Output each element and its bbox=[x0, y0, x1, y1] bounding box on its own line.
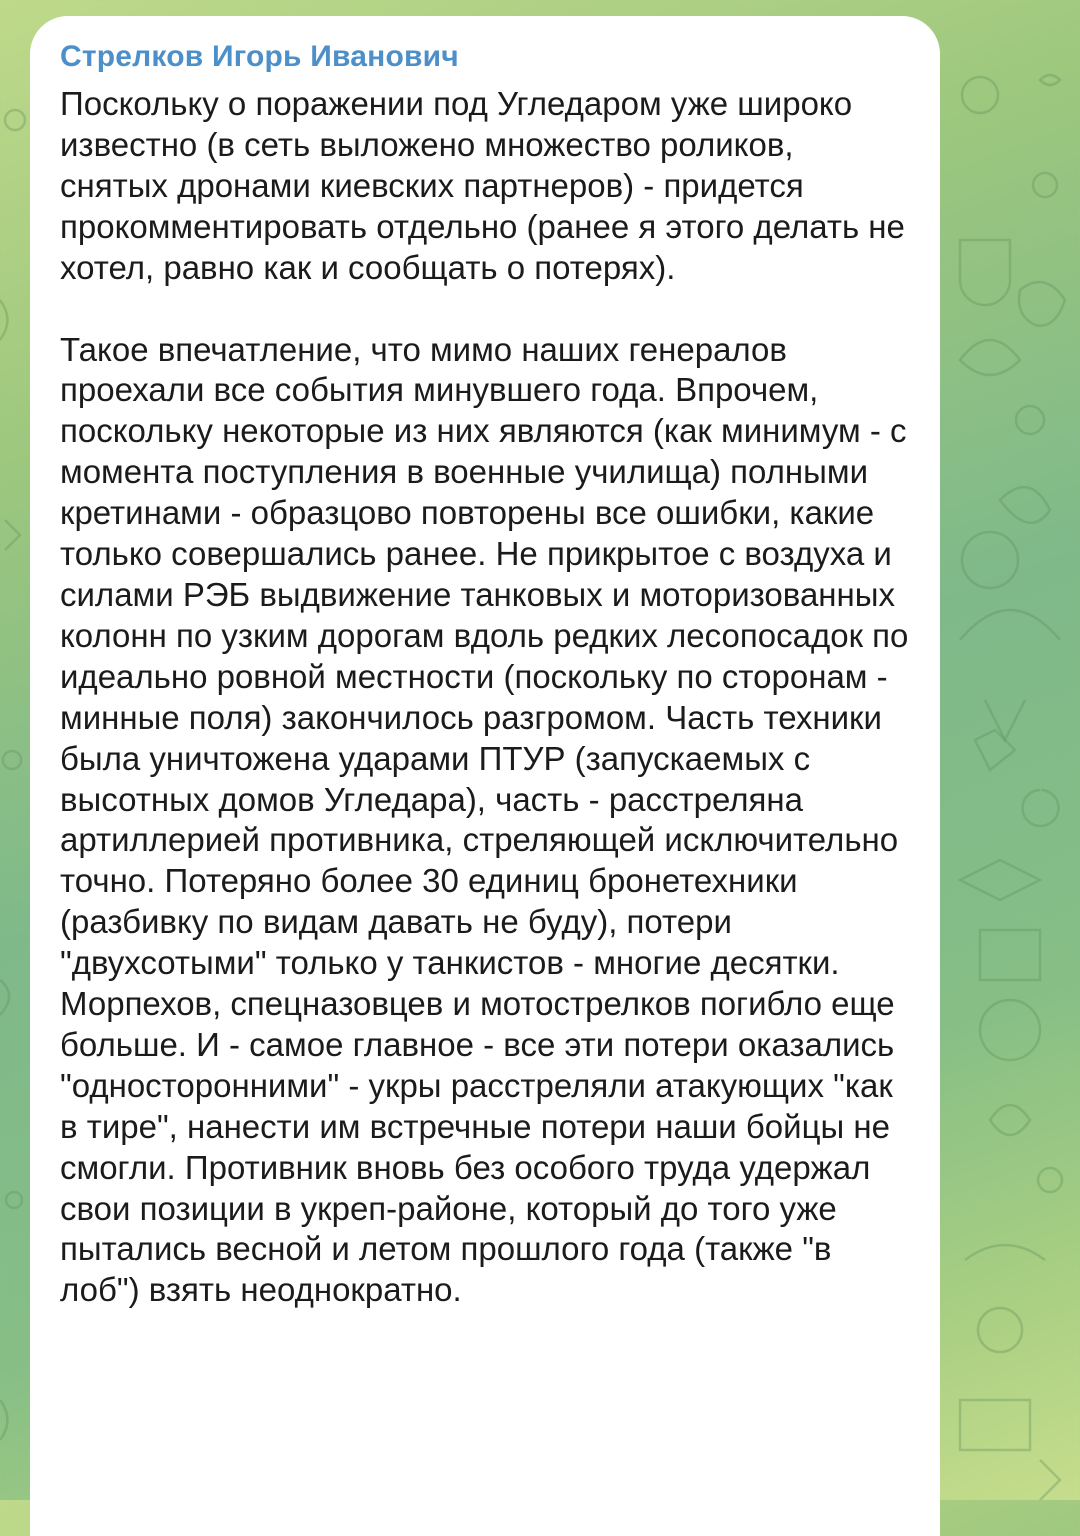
sender-name[interactable]: Стрелков Игорь Иванович bbox=[60, 40, 459, 73]
message-paragraph-2: Такое впечатление, что мимо наших генералов проехали все события минувшего года. Впрочем, поскольку некоторые из них являются (как минимум - с момента поступления в военные училища) полными кретинами - образцово повторены все ошибки, какие только совершались ранее. Не прикрытое с воздуха и силами РЭБ выдвижение танковых и моторизованных колонн по узким дорогам вдоль редких лесопосадок по идеально ровной местности (поскольку по сторонам - минные поля) закончилось разгромом. Часть техники была уничтожена ударами ПТУР (запускаемых с высотных домов Угледара), часть - расстреляна артиллерией противника, стреляющей исключительно точно. Потеряно более 30 единиц бронетехники (разбивку по видам давать не буду), потери "двухсотыми" только у танкистов - многие десятки. Морпехов, спецназовцев и мотострелков погибло еще больше. И - самое главное - все эти потери оказались "односторонними" - укры расстреляли атакующих "как в тире", нанести им встречные потери наши бойцы не смогли. Противник вновь без особого труда удержал свои позиции в укреп-районе, который до того уже пытались весной и летом прошлого года (также "в лоб") взять неоднократно. bbox=[60, 330, 909, 1309]
message-paragraph-1: Поскольку о поражении под Угледаром уже широко известно (в сеть выложено множество роликов, снятых дронами киевских партнеров) - придется прокомментировать отдельно (ранее я этого делать не хотел, равно как и сообщать о потерях). bbox=[60, 85, 905, 286]
paragraph-spacer bbox=[60, 289, 910, 330]
message-bubble[interactable] bbox=[30, 16, 940, 1536]
